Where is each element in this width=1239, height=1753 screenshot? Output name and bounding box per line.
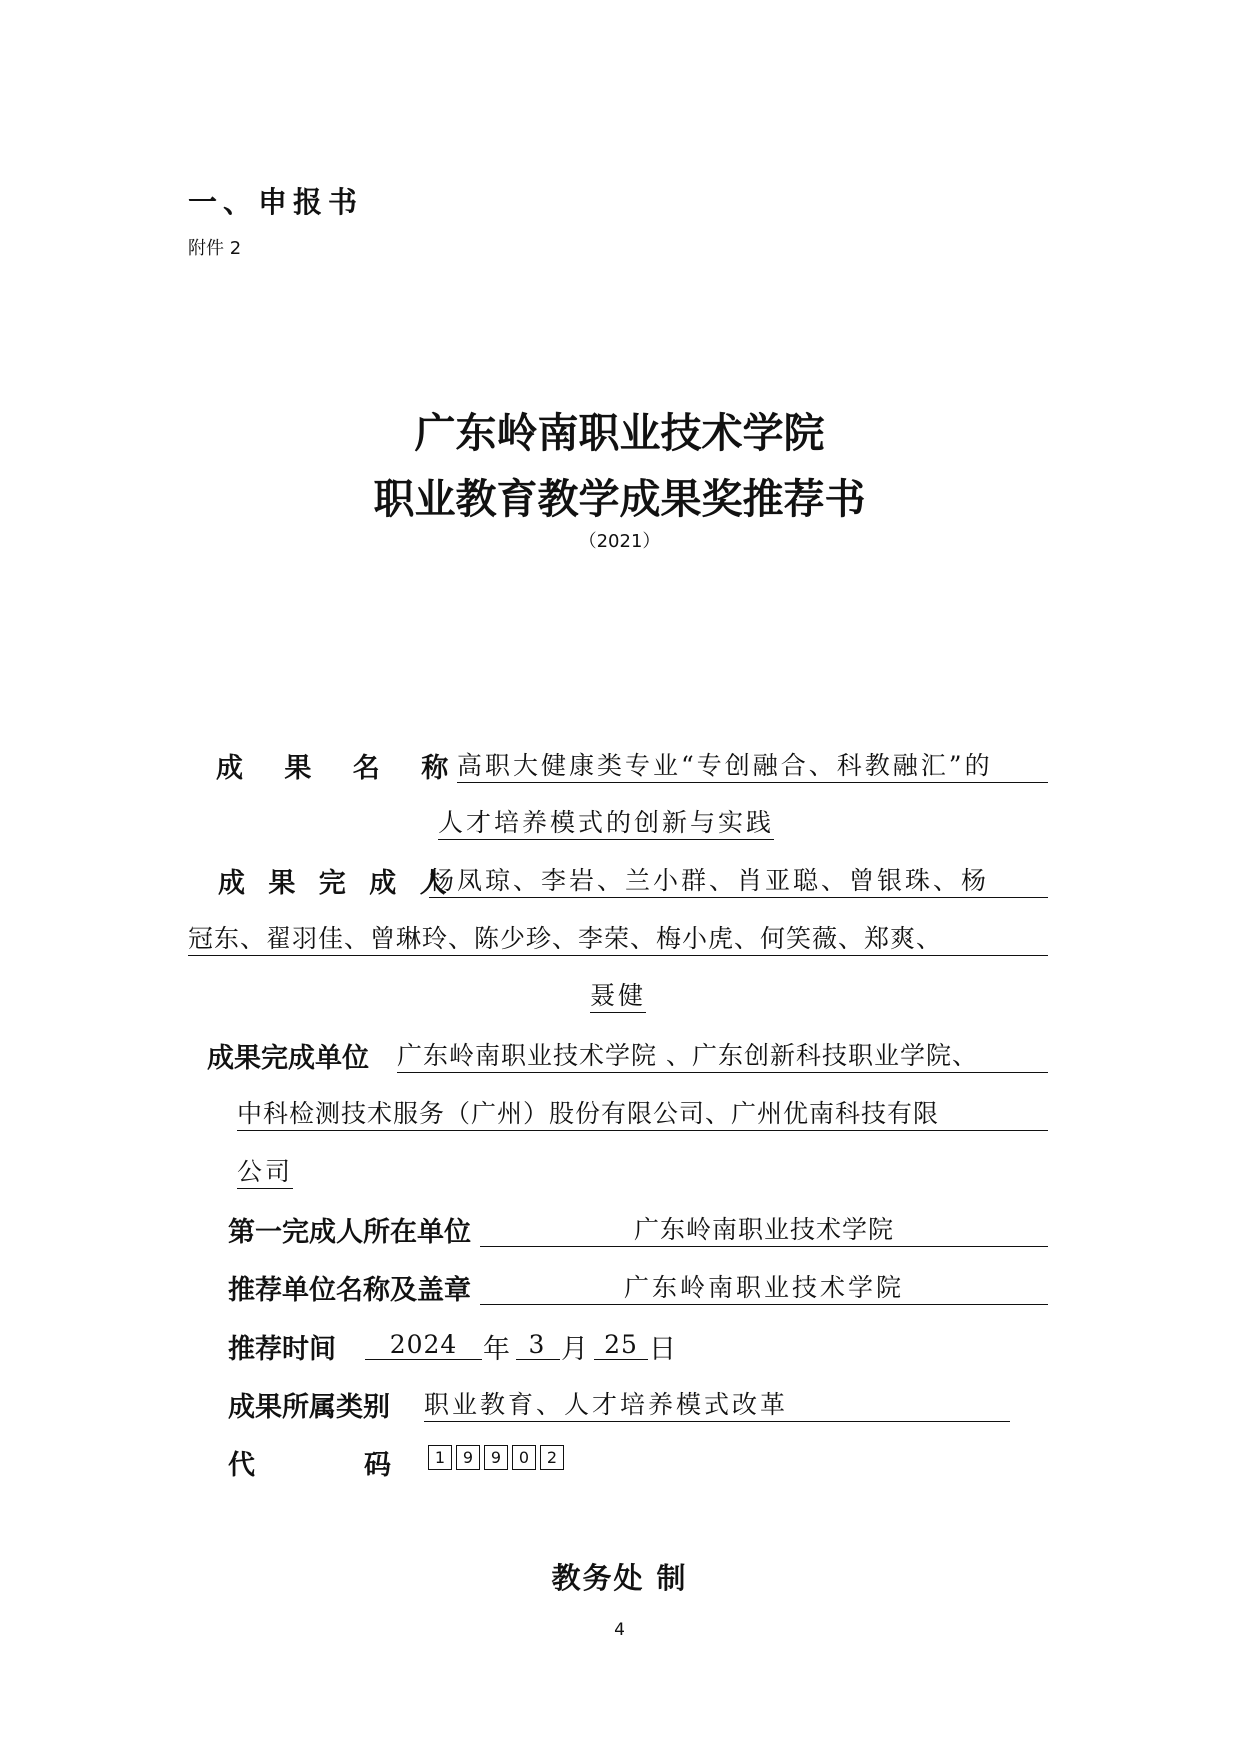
category-value: 职业教育、人才培养模式改革 <box>424 1385 1010 1422</box>
date-month-unit: 月 <box>561 1334 588 1365</box>
first-unit-label: 第一完成人所在单位 <box>228 1217 471 1248</box>
code-digit-box: 1 <box>428 1445 452 1470</box>
recommender-label: 推荐单位名称及盖章 <box>228 1275 471 1306</box>
achievement-name-label: 成 果 名 称 <box>216 753 465 784</box>
date-label: 推荐时间 <box>228 1334 336 1365</box>
date-year: 2024 <box>365 1330 482 1360</box>
code-digit-box: 2 <box>540 1445 564 1470</box>
section-heading: 一、申报书 <box>188 185 364 219</box>
document-title-line1: 广东岭南职业技术学院 <box>414 409 825 457</box>
document-year: （2021） <box>578 531 661 552</box>
completers-line2: 冠东、翟羽佳、曾琳玲、陈少珍、李荣、梅小虎、何笑薇、郑爽、 <box>188 919 1048 956</box>
attachment-label: 附件 2 <box>188 238 242 259</box>
date-month: 3 <box>516 1330 560 1360</box>
date-day-unit: 日 <box>649 1334 676 1365</box>
document-title-line2: 职业教育教学成果奖推荐书 <box>373 475 866 523</box>
completers-label: 成 果 完 成 人 <box>218 868 454 899</box>
units-line2: 中科检测技术服务（广州）股份有限公司、广州优南科技有限 <box>237 1094 1048 1131</box>
category-label: 成果所属类别 <box>228 1392 390 1423</box>
code-label-left: 代 <box>228 1450 255 1481</box>
units-line1: 广东岭南职业技术学院 、广东创新科技职业学院、 <box>397 1036 1048 1073</box>
code-digit-box: 9 <box>484 1445 508 1470</box>
code-digit-box: 9 <box>456 1445 480 1470</box>
date-day: 25 <box>594 1330 648 1360</box>
achievement-name-line1: 高职大健康类专业“专创融合、科教融汇”的 <box>457 746 1048 783</box>
code-digit-box: 0 <box>512 1445 536 1470</box>
completers-line1: 杨凤琼、李岩、兰小群、肖亚聪、曾银珠、杨 <box>429 861 1048 898</box>
page-number: 4 <box>614 1620 625 1640</box>
achievement-name-line2: 人才培养模式的创新与实践 <box>438 803 774 840</box>
code-label-right: 码 <box>364 1450 391 1481</box>
completers-line3: 聂健 <box>590 976 646 1013</box>
issuer-footer: 教务处 制 <box>551 1561 688 1595</box>
date-year-unit: 年 <box>483 1334 510 1365</box>
units-label: 成果完成单位 <box>207 1043 369 1074</box>
code-boxes <box>428 1445 564 1470</box>
first-unit-value: 广东岭南职业技术学院 <box>480 1210 1048 1247</box>
units-line3: 公司 <box>237 1152 293 1189</box>
recommender-value: 广东岭南职业技术学院 <box>480 1268 1048 1305</box>
